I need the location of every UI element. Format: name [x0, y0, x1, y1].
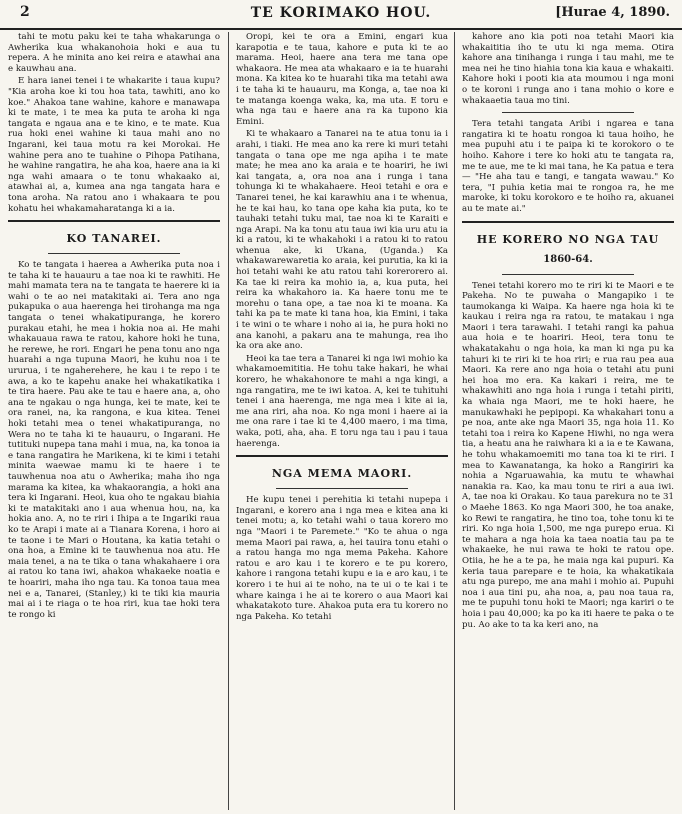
article-heading-mema-maori: NGA MEMA MAORI.	[271, 467, 413, 481]
article-paragraph: tahi te motu paku kei te taha whakarunga o Awherika kua whakanohoia hoki e aua tu repera. A he minita ano kei reira e atawhai ana e kauwhau ana.	[8, 32, 220, 74]
article-paragraph: Ko te tangata i haerea a Awherika puta noa i te taha ki te hauauru a tae noa ki te rawhiti. He mahi mamata tera na te tangata te haerere ki ia wahi o te ao nei matakitaki ai. Tera ano nga pukapuka o aua haerenga hei tirohanga ma nga tangata o tenei whakatipuranga, he korero purakau etahi, he mea i hokia noa ai. He mahi whakauaua rawa te ratou, kahore hoki he tuna, he rerewe, he rori. Engari he pena tonu ano nga huarahi a nga tupuna Maori, he kuhu noa i te ururua, i te ngaherehere, he kau i te repo i te awa, a ko te kapehu anake hei whakatikatika i te tira haere. Pau ake te tau e haere ana, a, oho ana te ngakau o nga hunga, kei te mate, kei te ora ranei, na, ka rangona, e kua kitea. Tenei hoki tetahi mea o tenei whakatipuranga, no Wera no te taha ki te hauauru, o Ingarani. He tutituki nupepa tana mahi i mua, na, ka tonoa ia e tana rangatira he Marikena, ki te kimi i tetahi minita waewae mamu ki te haere i te tauwhenua noa atu o Awherika; maha iho nga marama ka kitea, ka whakaorangia, a hoki ana tera ki Ingarani. Heoi, kua oho te ngakau biahia ki te matakitaki ano i aua whenua hou, na, ka hokia ano. A, no te riri i Ihipa a te Ingariki raua ko te Arapi i mate ai a Tianara Korena, i horo ai te taone i te Mari o Houtana, ka katia tetahi o ona hoa, a Emine ki te tauwhenua noa atu. He maia tenei, a na te tika o tana whakahaere i ora ai ratou ko tana iwi, ahakoa whakaeke noatia e te hoariri, maha iho nga tau. Ka tonoa taua mea nei e a, Tanarei, (Stanley,) ki te tiki kia mauria mai ai i te riaga o te hoa riri, kua tae hoki tera te rongo ki	[8, 260, 220, 620]
column-1	[8, 32, 220, 808]
newspaper-title: TE KORIMAKO HOU.	[250, 5, 432, 21]
article-paragraph: kahore ano kia poti noa tetahi Maori kia whakaititia iho te utu ki nga mema. Otira kahore ana tinihanga i runga i tau mahi, me te mea nei he tino hiahia tona kia kaua e whakaiti. Kahore hoki i pooti kia ata moumou i nga moni o te koroni i runga ano i tana mohio o kore e whakaaetia taua mo tini.	[462, 32, 674, 106]
masthead	[0, 0, 682, 30]
column-divider	[454, 32, 455, 810]
article-heading-tanarei: KO TANAREI.	[66, 232, 162, 246]
column-3	[462, 32, 674, 808]
article-paragraph: Heoi ka tae tera a Tanarei ki nga iwi mohio ka whakamoemititia. He tohu take hakari, he whai korero, he whakahonore te mahi a nga kingi, a nga rangatira, me te iwi katoa. A, kei te tuhituhi tenei i ana haerenga, me nga mea i kite ai ia, me ana riri, aha noa. Ko nga moni i haere ai ia me ona rare i tae ki te 4,400 maero, i ma tima, waka, poti, aha, aha. E toru nga tau i pau i taua haerenga.	[236, 353, 448, 449]
article-paragraph: Tenei tetahi korero mo te riri ki te Maori e te Pakeha. No te puwaha o Mangapiko i te taumokanga ki Waipa. Ka haere nga hoia ki te kaukau i reira nga ra ratou, te matakau i nga Maori i tera tarawahi. I tetahi rangi ka pahua aua hoia e te hoariri. Heoi, tera tonu te whakatakahu o nga hoia, ka man ki nga pu ka tahuri ki te riri ki te hoa riri; e rua rau pea aua Maori. Ka rere ano nga hoia o tetahi atu puni hei hoa mo era. Ka kakari i reira, me te whakawhiti ano nga hoia i runga i tetahi piriti, ka whaia nga Maori, me te hoki haere, he manukawhaki he pepipopi. Ka whakahari tonu a pe noa, ante ake nga Maori 35, nga hoia 11. Ko tetahi toa i reira ko Kapene Hiwhi, no nga wera tia, a heatu ana he raiwhara ki a ia e te Kawana, he tohu whakamoemiti mo tana toa ki te riri. I mea to Kawanatanga, ka hoko a Rangiriri ka nohia a Ngaruawahia, ka mutu te whawhai nanakia ra. Kao, ka mau tonu te riri a aua iwi. A, tae noa ki Orakau. Ko taua parekura no te 31 o Maehe 1863. Ko nga Maori 300, he toa anake, ko Rewi te rangatira, he tino toa, tohe tonu ki te riri. Ko nga hoia 1,500, me nga purepo erua. Ki te mahara a nga hoia ka taea noatia tau pa te whakaeke, he nui rawa te hoki te ratou ope. Otiia, he he a te pa, he maia nga kai pupuri. Ka keria taua parepare e te hoia, ka whakatikaia atu nga purepo, me ana mahi i mohio ai. Pupuhi noa i aua tini pu, aha noa, a, pau noa taua ra, me te pupuhi tonu hoki te Maori; nga kariri o te hoia i pau 40,000; ka po ka iti haere te paka o te pu. Ao ake to ta ka keri ano, na	[462, 280, 674, 630]
article-paragraph: Ki te whakaaro a Tanarei na te atua tonu ia i arahi, i tiaki. He mea ano ka rere ki muri tetahi tangata o tana ope me nga apiha i te mate mate; he mea ano ka araia e te hoariri, he iwi kai tangata, a, ora noa ana i runga i tana tohunga ki te whakahaere. Heoi tetahi e ora e Tanarei tenei, he kai karawhiu ana i te whenua, he te kai hau, ko tana ope kaha kia puta, ko te tauhaki tetahi tuku mai, tae noa ki te Karaiti e nga Arapi. Na ka tonu atu taua iwi kia uru atu ia ki a ratou, ki te whakahoki i a ratou ki to ratou whenua ake, ki Ukana, (Uganda.) Ka whakawarewaretia ko araia, kei purutia, ka ki ia hoi tetahi wahi ke atu ratou tahi korerorero ai. Ka tae ki reira ka mohio ia, a, kua puta, hei reira ka whakahoro ia. Ka haere tonu me te morehu o tana ope, a tae noa ki te moana. Ka tahi ka pa te mate ki tana hoa, kia Emini, i taka i te wini o te whare i noho ai ia, he pura hoki no ana kanohi, a pakaru ana te mahunga, rea iho ka ora ake ano.	[236, 129, 448, 352]
section-divider	[462, 221, 674, 223]
heading-rule	[276, 488, 408, 489]
section-divider	[236, 455, 448, 457]
article-paragraph: He kupu tenei i perehitia ki tetahi nupepa i Ingarani, e korero ana i nga mea e kitea ana ki tenei motu; a, ko tetahi wahi o taua korero mo nga "Maori i te Paremete." "Ko te ahua o nga mema Maori pai rawa, a, hei tauira tonu etahi o a ratou hanga mo nga mema Pakeha. Kahore ratou e aro kau i te korero e te pu korero, kahore i rangona tetahi kupu e ia e aro kau, i te korero i te hui ai te noho, na te ui o te kai i te whare kainga i he ai te korero o aua Maori kai whakatakoto ture. Ahakoa puta era tu korero no nga Pakeha. Ko tetahi	[236, 495, 448, 622]
paragraph-rule	[502, 112, 634, 113]
issue-date: [Huraе 4, 1890.	[555, 5, 670, 20]
section-divider	[8, 220, 220, 222]
page-number: 2	[20, 4, 30, 20]
column-2	[236, 32, 448, 808]
article-paragraph: E hara ianei tenei i te whakarite i taua kupu? "Kia aroha koe ki tou hoa tata, tawhiti, ano ko koe." Ahakoa tane wahine, kahore e manawapa ki te mate, i te mea ka puta te aroha ki nga tangata e ngaua ana e te kino, e te mate. Kua rua hoki enei wahine ki taua mahi ano no Ingarani, kei taua motu ra kei Morokai. He wahine pera ano te tuahine o Pihopa Patihana, he wahine rangatira, he aha koa, haere ana ia ki nga wahi amaara o te tonu whakaako ai, atawhai ai, a, kumea ana nga tangata hara e tona aroha. Na ratou ano i whakaara te pou kohatu hei whakamaharatanga ki a ia.	[8, 76, 220, 214]
article-heading-korero-tau: HE KORERO NO NGA TAU	[476, 232, 660, 246]
article-paragraph: Oropi, kei te ora a Emini, engari kua karapotia e te taua, kahore e puta ki te ao marama. Heoi, haere ana tera me tana ope whakaora. He mea ata whakaaro e ia te huarahi mona. Ka kitea ko te huarahi tika ma tetahi awa i te taha ki te hauauru, ma Konga, a, tae noa ki te matanga koenga waka, ka, ma uta. E toru e wha nga tau e haere ana ra ka tupono kia Emini.	[236, 32, 448, 127]
column-divider	[228, 32, 229, 810]
article-subheading-years: 1860-64.	[543, 253, 593, 265]
article-paragraph: Tera tetahi tangata Aribi i ngarea e tana rangatira ki te hoatu rongoa ki taua hoiho, he mea pupuhi atu i te paipa ki te korokoro o te hoiho. Kahore i tere ko hoki atu te tangata ra, me te aue, me te ki mai tana, he Ka patua e tera — "He aha tau e tangi, e tangata wawau." Ko tera, "I puhia ketia mai te rongoa ra, he me maroke, ki toku korokoro e te hoiho ra, akuanei au te mate ai."	[462, 119, 674, 214]
heading-rule	[502, 274, 634, 275]
heading-rule	[48, 253, 180, 254]
